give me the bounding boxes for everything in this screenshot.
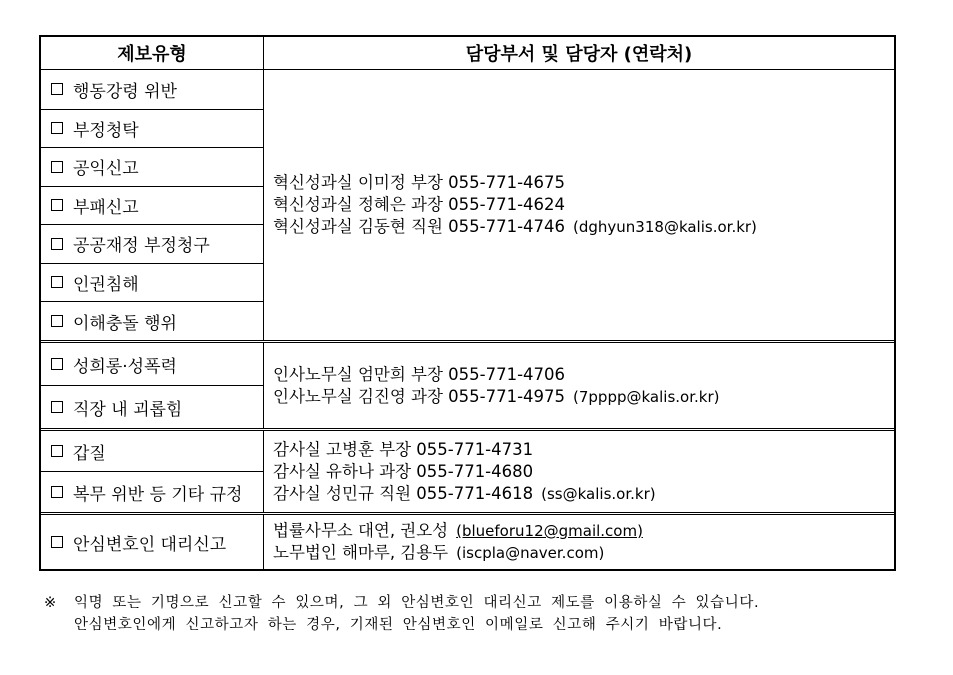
group-proxy-report [41,512,894,569]
header-contact: 담당부서 및 담당자 (연락처) [465,44,693,65]
contact-text: 혁신성과실 정혜은 과장 055-771-4624 [273,195,566,214]
type-label: 직장 내 괴롭힘 [73,399,183,420]
contact-text: 혁신성과실 김동현 직원 055-771-4746 [273,217,566,236]
type-list [41,343,264,428]
contact-line [273,172,894,194]
checkbox[interactable] [51,83,63,95]
type-label: 인권침해 [73,274,139,295]
type-label: 공익신고 [73,159,139,180]
type-row[interactable] [41,301,263,340]
type-row[interactable] [41,147,263,186]
checkbox[interactable] [51,161,63,173]
report-contact-table [39,35,896,571]
group-harassment [41,340,894,428]
checkbox[interactable] [51,486,63,498]
type-row[interactable] [41,186,263,225]
contact-email-link[interactable]: (blueforu12@gmail.com) [456,522,643,540]
contact-line [273,386,894,408]
type-row[interactable] [41,224,263,263]
checkbox[interactable] [51,122,63,134]
type-label: 갑질 [73,443,106,464]
type-label: 복무 위반 등 기타 규정 [73,484,243,505]
footnote-line-2: 안심변호인에게 신고하고자 하는 경우, 기재된 안심변호인 이메일로 신고해 주시기 바랍니다. [74,617,723,633]
type-label: 성희롱·성폭력 [73,356,177,377]
contact-line [273,216,894,238]
type-row[interactable] [41,70,263,109]
type-list [41,70,264,340]
contact-list [264,343,894,428]
contact-email[interactable]: (7pppp@kalis.or.kr) [573,387,720,406]
contact-text: 혁신성과실 이미정 부장 055-771-4675 [273,173,566,192]
checkbox[interactable] [51,445,63,457]
checkbox[interactable] [51,315,63,327]
type-row[interactable] [41,343,263,385]
type-label: 부정청탁 [73,120,139,141]
type-label: 부패신고 [73,197,139,218]
reference-mark: ※ [44,595,57,611]
contact-email[interactable]: (iscpla@naver.com) [456,544,605,562]
contact-line [273,194,894,216]
contact-email[interactable]: (ss@kalis.or.kr) [541,484,656,503]
checkbox[interactable] [51,199,63,211]
type-label: 안심변호인 대리신고 [73,534,227,555]
contact-text: 인사노무실 엄만희 부장 055-771-4706 [273,364,566,384]
contact-text: 인사노무실 김진영 과장 055-771-4975 [273,386,566,406]
contact-list [264,431,894,512]
type-list [41,515,264,569]
type-row[interactable] [41,515,263,569]
contact-line [273,439,894,461]
contact-list [264,515,894,569]
contact-list [264,70,894,340]
type-row[interactable] [41,109,263,148]
header-report-type: 제보유형 [41,37,264,69]
footnote-line-1: 익명 또는 기명으로 신고할 수 있으며, 그 외 안심변호인 대리신고 제도를 이용하실 수 있습니다. [74,595,760,611]
contact-line [273,461,894,483]
type-list [41,431,264,512]
type-row[interactable] [41,385,263,428]
contact-text: 법률사무소 대연, 권오성 [273,521,449,540]
group-integrity [41,70,894,340]
contact-text: 감사실 성민규 직원 055-771-4618 [273,483,534,503]
contact-line [273,364,894,386]
type-label: 공공재정 부정청구 [73,236,210,257]
table-header [41,37,894,70]
group-audit [41,428,894,512]
contact-line [273,520,894,542]
contact-text: 감사실 고병훈 부장 055-771-4731 [273,439,534,459]
type-label: 이해충돌 행위 [73,313,177,334]
type-row[interactable] [41,431,263,471]
contact-text: 노무법인 해마루, 김용두 [273,543,449,562]
checkbox[interactable] [51,358,63,370]
contact-text: 감사실 유하나 과장 055-771-4680 [273,461,534,481]
type-label: 행동강령 위반 [73,81,177,102]
type-row[interactable] [41,263,263,302]
contact-line [273,483,894,505]
checkbox[interactable] [51,238,63,250]
checkbox[interactable] [51,276,63,288]
type-row[interactable] [41,471,263,512]
contact-email[interactable]: (dghyun318@kalis.or.kr) [573,218,757,236]
contact-line [273,542,894,564]
checkbox[interactable] [51,536,63,548]
checkbox[interactable] [51,401,63,413]
footnote [44,592,904,636]
